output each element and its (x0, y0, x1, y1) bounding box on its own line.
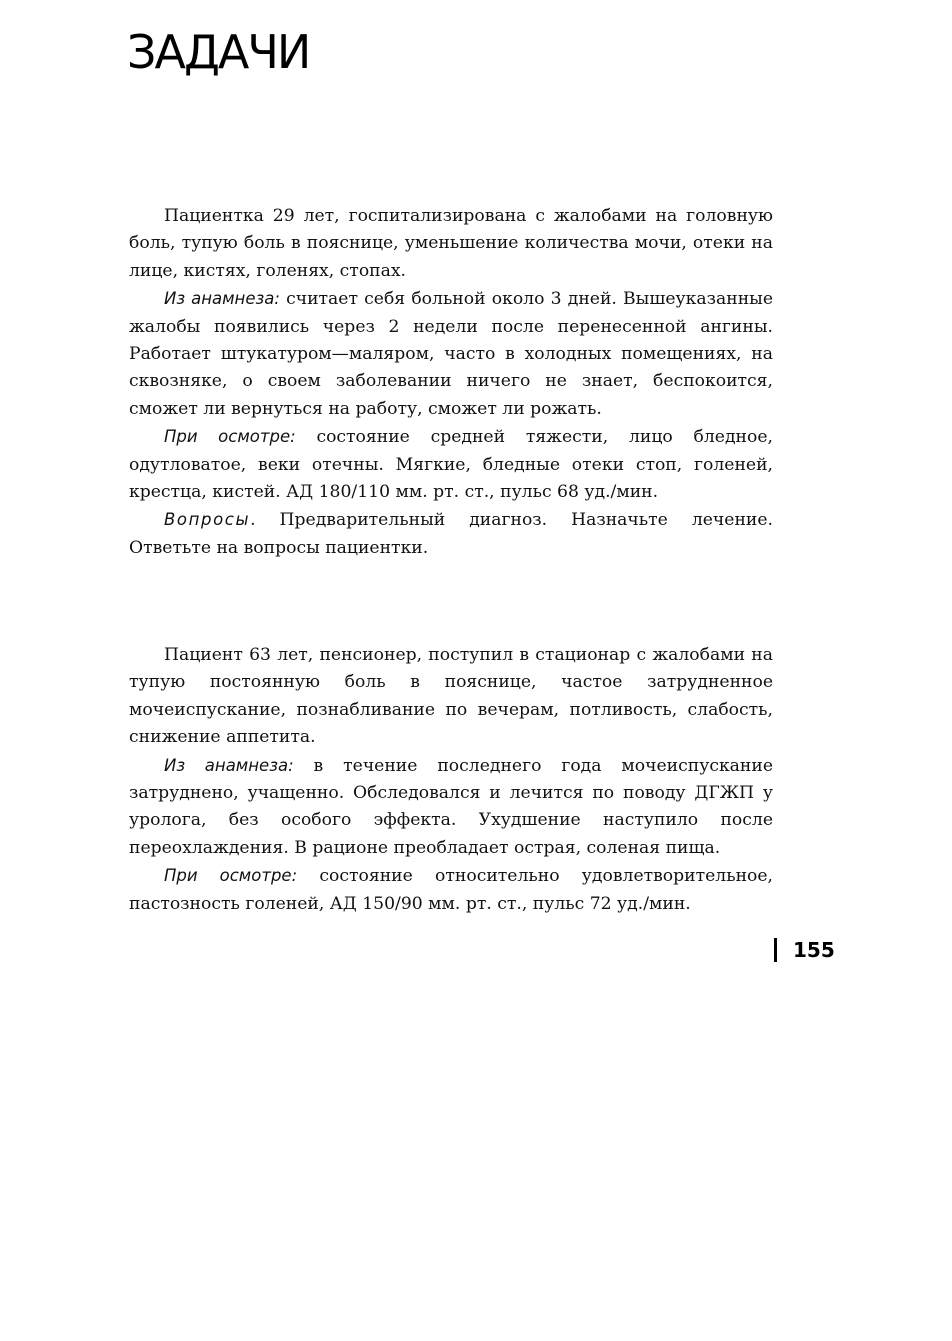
task-2-anamnesis-text: в течение последнего года мочеиспускание затруднено, учащенно. Обследовался и лечится по поводу ДГЖП у уролога, без особого эффекта. Ухудшение наступило после переохлаждения. В рационе преобладает острая, соленая пища. (129, 755, 774, 858)
task-1-exam-text: состояние средней тяжести, лицо бледное, одутловатое, веки отечны. Мягкие, бледные отеки стоп, голеней, крестца, кистей. АД 180/110 мм. рт. ст., пульс 68 уд./мин. (129, 427, 773, 503)
page-number: 155 (793, 938, 835, 962)
task-1-exam-label: При осмотре: (164, 427, 296, 447)
task-2-exam-label: При осмотре: (164, 866, 298, 886)
task-1-questions-label: Вопросы (164, 510, 251, 530)
task-2-anamnesis-label: Из анамнеза: (164, 755, 294, 775)
task-1-anamnesis (129, 285, 773, 423)
task-1 (129, 203, 773, 562)
page-folio (774, 936, 835, 964)
task-2-exam (129, 862, 773, 918)
task-2-anamnesis (129, 752, 773, 863)
task-2 (129, 642, 773, 918)
folio-divider (774, 938, 777, 962)
page-title: ЗАДАЧИ (127, 25, 310, 79)
task-2-complaints: Пациент 63 лет, пенсионер, поступил в стационар с жалобами на тупую постоянную боль в пояснице, частое затрудненное мочеиспускание, познабливание по вечерам, потливость, слабость, снижение аппетита. (129, 645, 773, 748)
task-1-exam (129, 423, 773, 506)
task-1-anamnesis-label: Из анамнеза: (164, 289, 280, 309)
task-1-questions-text: . Предварительный диагноз. Назначьте лечение. Ответьте на вопросы пациентки. (129, 510, 773, 558)
task-1-questions (129, 506, 773, 562)
task-2-exam-text: состояние относительно удовлетворительное, пастозность голеней, АД 150/90 мм. рт. ст., пульс 72 уд./мин. (129, 866, 774, 914)
task-1-anamnesis-text: считает себя больной около 3 дней. Вышеуказанные жалобы появились через 2 недели после перенесенной ангины. Работает штукатуром—маляром, часто в холодных помещениях, на сквозняке, о своем заболевании ничего не знает, беспокоится, сможет ли вернуться на работу, сможет ли рожать. (129, 289, 773, 419)
task-1-complaints: Пациентка 29 лет, госпитализирована с жалобами на головную боль, тупую боль в пояснице, уменьшение количества мочи, отеки на лице, кистях, голенях, стопах. (129, 206, 773, 281)
